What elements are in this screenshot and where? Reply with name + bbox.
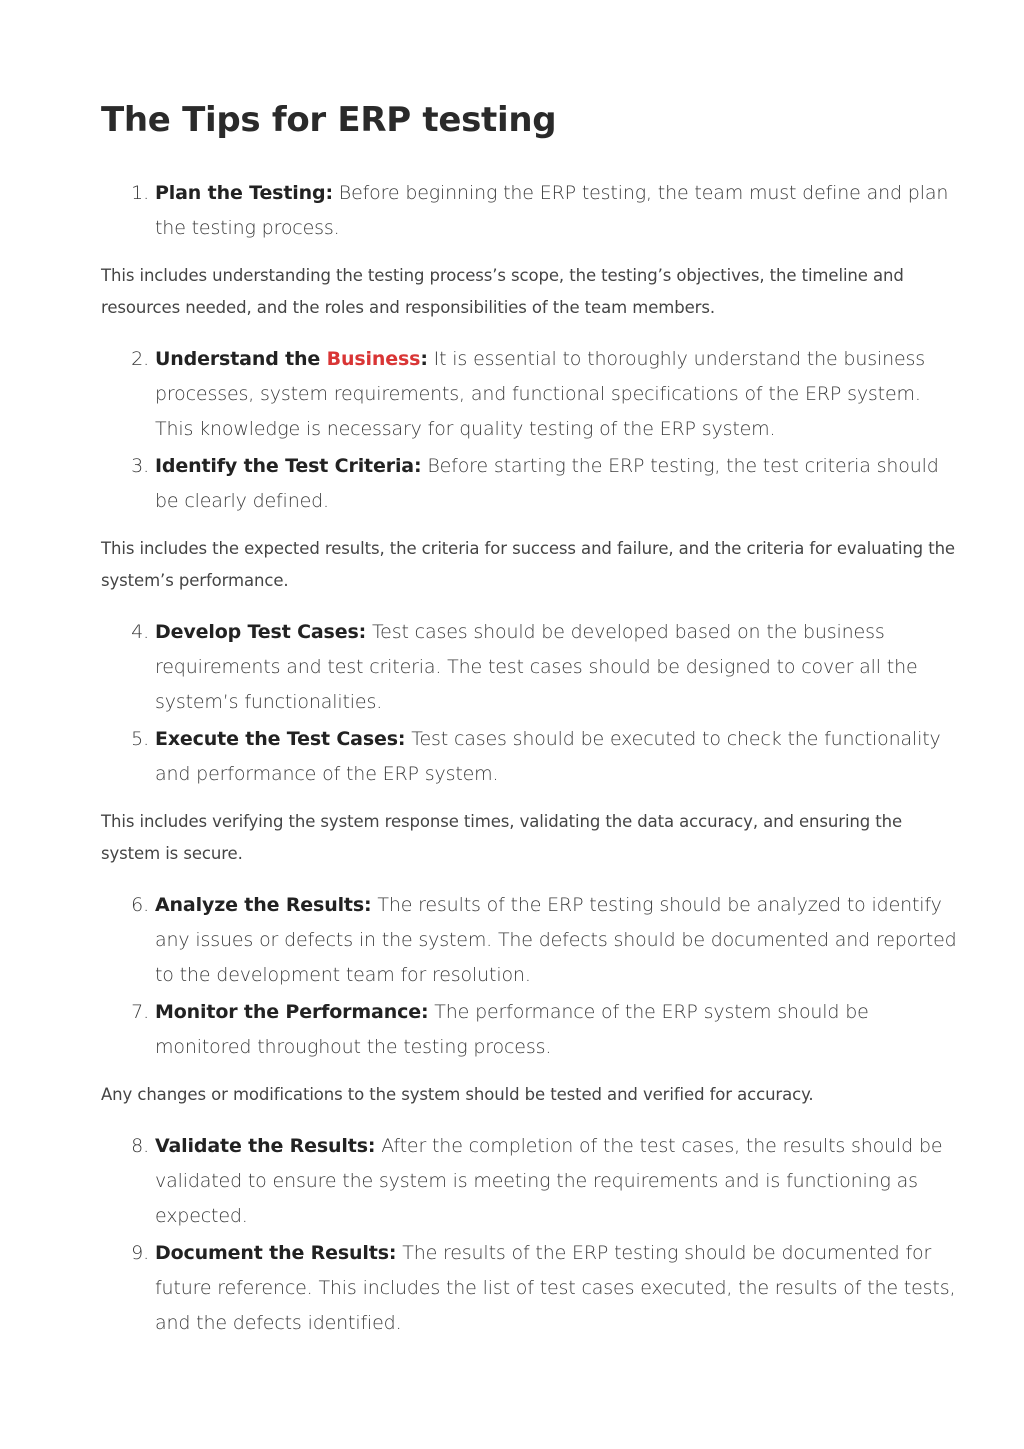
tip-text: The performance of the ERP system should be monitored throughout the testing process.	[155, 1001, 869, 1058]
list-item	[131, 449, 961, 519]
tip-heading: Execute the Test Cases:	[155, 728, 406, 750]
list-item	[131, 995, 961, 1065]
list-number: 2.	[131, 348, 149, 370]
note-paragraph: This includes the expected results, the criteria for success and failure, and the criteria for evaluating the system’s performance.	[101, 539, 955, 590]
tips-list	[101, 1129, 961, 1341]
tip-heading: Identify the Test Criteria:	[155, 455, 422, 477]
tip-text: Test cases should be developed based on the business requirements and test criteria. The test cases should be designed to cover all the system’s functionalities.	[155, 621, 918, 713]
tip-text: It is essential to thoroughly understand the business processes, system requirements, and functional specifications of the ERP system. This knowledge is necessary for quality testing of the ERP system.	[155, 348, 926, 440]
tip-heading: Analyze the Results:	[155, 894, 372, 916]
list-item	[131, 615, 961, 720]
tip-heading-pre: Understand the	[155, 348, 327, 370]
business-link[interactable]: Business	[326, 348, 421, 370]
tip-heading: Document the Results:	[155, 1242, 397, 1264]
list-item	[131, 1129, 961, 1234]
tip-text: Before starting the ERP testing, the test criteria should be clearly defined.	[155, 455, 939, 512]
tip-text: The results of the ERP testing should be analyzed to identify any issues or defects in the system. The defects should be documented and reported to the development team for resolution.	[155, 894, 957, 986]
list-number: 3.	[131, 455, 149, 477]
list-item	[131, 1236, 961, 1341]
note-paragraph: Any changes or modifications to the system should be tested and verified for accuracy.	[101, 1085, 814, 1104]
list-item	[131, 342, 961, 447]
list-number: 1.	[131, 182, 149, 204]
page-title: The Tips for ERP testing	[101, 100, 557, 140]
tip-heading	[155, 348, 428, 370]
list-number: 4.	[131, 621, 149, 643]
list-number: 8.	[131, 1135, 149, 1157]
tip-text: Test cases should be executed to check the functionality and performance of the ERP system.	[155, 728, 941, 785]
list-number: 9.	[131, 1242, 149, 1264]
article	[101, 98, 961, 1343]
list-item	[131, 888, 961, 993]
tip-heading: Validate the Results:	[155, 1135, 376, 1157]
list-number: 5.	[131, 728, 149, 750]
tip-heading: Monitor the Performance:	[155, 1001, 429, 1023]
tips-list	[101, 888, 961, 1065]
tip-heading-post: :	[420, 348, 428, 370]
tips-list	[101, 615, 961, 792]
tips-list	[101, 342, 961, 519]
tip-heading: Plan the Testing:	[155, 182, 333, 204]
note-paragraph: This includes understanding the testing process’s scope, the testing’s objectives, the timeline and resources needed, and the roles and responsibilities of the team members.	[101, 266, 904, 317]
tip-heading: Develop Test Cases:	[155, 621, 367, 643]
tip-text: Before beginning the ERP testing, the team must define and plan the testing process.	[155, 182, 949, 239]
note-paragraph: This includes verifying the system response times, validating the data accuracy, and ensuring the system is secure.	[101, 812, 903, 863]
list-item	[131, 176, 961, 246]
tip-text: The results of the ERP testing should be documented for future reference. This includes the list of test cases executed, the results of the tests, and the defects identified.	[155, 1242, 956, 1334]
tips-list	[101, 176, 961, 246]
list-item	[131, 722, 961, 792]
tip-text: After the completion of the test cases, the results should be validated to ensure the system is meeting the requirements and is functioning as expected.	[155, 1135, 943, 1227]
list-number: 7.	[131, 1001, 149, 1023]
list-number: 6.	[131, 894, 149, 916]
